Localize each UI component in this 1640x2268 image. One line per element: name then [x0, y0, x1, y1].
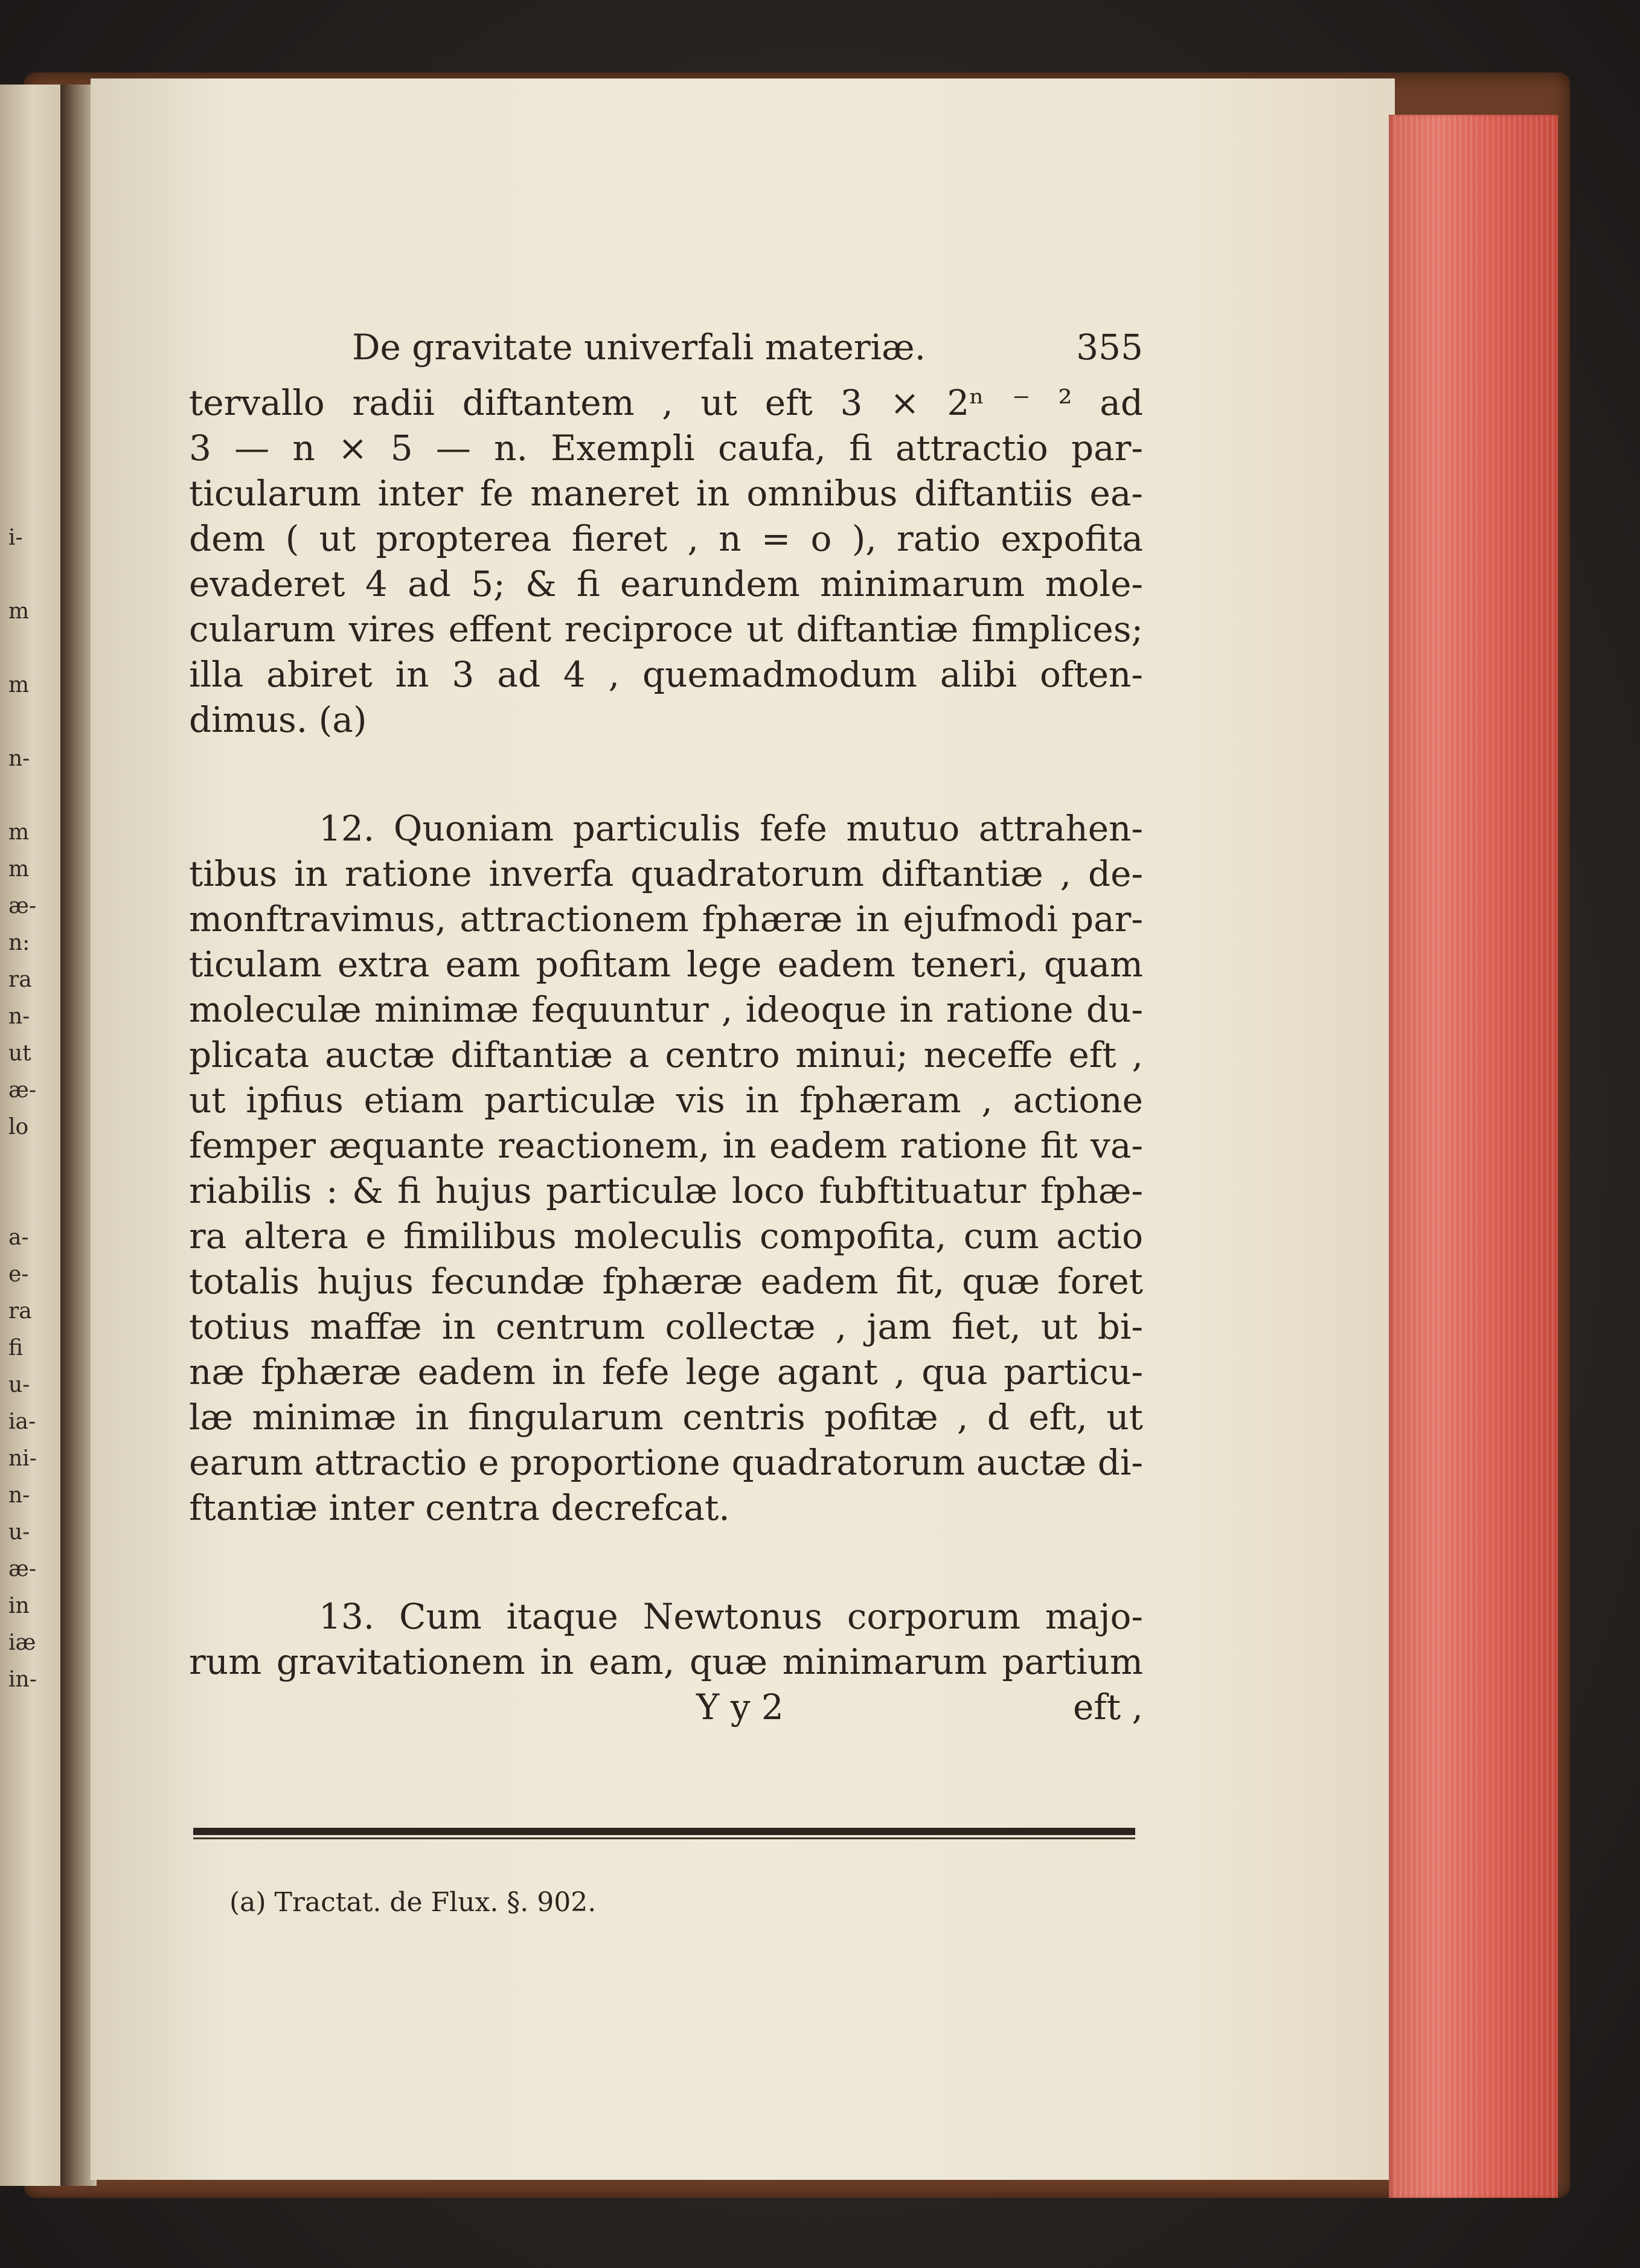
verso-fragment [0, 556, 60, 593]
verso-text-fragments [0, 519, 60, 1698]
verso-fragment: lo [8, 1115, 29, 1139]
text-line: evaderet 4 ad 5; & fi earundem minimarum mole- [189, 563, 1143, 604]
verso-fragment [0, 703, 60, 740]
text-line: ftantiæ inter centra decrefcat. [189, 1487, 730, 1528]
verso-fragment: n- [8, 1483, 30, 1508]
signature-mark: Y y 2 [696, 1687, 784, 1728]
paragraph-continued [189, 380, 1143, 743]
verso-fragment: æ- [8, 1078, 37, 1103]
verso-fragment [0, 630, 60, 667]
text-line: plicata auctæ diftantiæ a centro minui; neceffe eft , [189, 1034, 1143, 1075]
verso-fragment: m [8, 673, 30, 697]
red-sprinkled-fore-edge [1389, 115, 1558, 2198]
verso-fragment: æ- [8, 1557, 37, 1581]
verso-page-edge [0, 85, 66, 2186]
text-line: dem ( ut propterea fieret , n = o ), ratio expofita [189, 518, 1143, 559]
verso-fragment: n: [8, 931, 30, 955]
text-line: illa abiret in 3 ad 4 , quemadmodum alibi often- [189, 654, 1143, 695]
verso-fragment: in- [8, 1667, 37, 1692]
running-head [189, 314, 1143, 380]
text-line: ticularum inter fe maneret in omnibus diftantiis ea- [189, 473, 1143, 514]
text-line: moleculæ minimæ fequuntur , ideoque in ratione du- [189, 989, 1143, 1030]
verso-fragment: iæ [8, 1630, 36, 1655]
verso-fragment: ut [8, 1041, 31, 1066]
paragraph-12 [189, 806, 1143, 1531]
running-title: De gravitate univerfali materiæ. [352, 327, 926, 368]
paragraph-13 [189, 1594, 1143, 1685]
verso-fragment [0, 1182, 60, 1219]
text-line: monftravimus, attractionem fphæræ in ejufmodi par- [189, 899, 1143, 940]
verso-fragment: m [8, 599, 30, 624]
verso-fragment: i- [8, 525, 23, 550]
verso-fragment [0, 1145, 60, 1182]
text-line: totalis hujus fecundæ fphæræ eadem fit, quæ foret [189, 1261, 1143, 1302]
verso-fragment: ni- [8, 1446, 37, 1471]
catch-line [189, 1685, 1143, 1730]
verso-fragment: ra [8, 1299, 32, 1324]
text-line: tibus in ratione inverfa quadratorum diftantiæ , de- [189, 853, 1143, 894]
text-line: 13. Cum itaque Newtonus corporum majo- [319, 1596, 1143, 1637]
page-number: 355 [1076, 327, 1143, 368]
verso-fragment: e- [8, 1262, 29, 1287]
text-line: læ minimæ in fingularum centris pofitæ , d eft, ut [189, 1397, 1143, 1438]
verso-fragment: ia- [8, 1409, 36, 1434]
catchword: eft , [1073, 1687, 1143, 1728]
text-line: tervallo radii diftantem , ut eft 3 × 2ⁿ ⁻ ² ad [189, 382, 1143, 423]
footnote-rule-thin [193, 1837, 1135, 1839]
text-line: totius maffæ in centrum collectæ , jam fiet, ut bi- [189, 1306, 1143, 1347]
text-line: riabilis : & fi hujus particulæ loco fubftituatur fphæ- [189, 1170, 1143, 1211]
text-line: næ fphæræ eadem in fefe lege agant , qua particu- [189, 1351, 1143, 1392]
text-line: ticulam extra eam pofitam lege eadem teneri, quam [189, 944, 1143, 985]
footnote: (a) Tractat. de Flux. §. 902. [229, 1887, 597, 1918]
paragraph-gap [189, 743, 1143, 806]
verso-fragment: m [8, 857, 30, 882]
verso-fragment: u- [8, 1520, 30, 1545]
text-line: rum gravitationem in eam, quæ minimarum partium [189, 1641, 1143, 1682]
text-line: dimus. (a) [189, 699, 367, 740]
verso-fragment: n- [8, 746, 30, 771]
verso-fragment: æ- [8, 894, 37, 918]
text-line: ut ipfius etiam particulæ vis in fphæram , actione [189, 1080, 1143, 1121]
text-line: 3 — n × 5 — n. Exempli caufa, fi attractio par- [189, 428, 1143, 469]
text-line: femper æquante reactionem, in eadem ratione fit va- [189, 1125, 1143, 1166]
verso-fragment: u- [8, 1373, 30, 1397]
verso-fragment: a- [8, 1225, 29, 1250]
paragraph-gap [189, 1531, 1143, 1594]
text-line: 12. Quoniam particulis fefe mutuo attrahen- [319, 808, 1143, 849]
verso-fragment: n- [8, 1004, 30, 1029]
verso-fragment: fi [8, 1336, 24, 1360]
text-line: earum attractio e proportione quadratorum auctæ di- [189, 1442, 1143, 1483]
verso-fragment: ra [8, 967, 32, 992]
verso-fragment [0, 777, 60, 814]
text-line: cularum vires effent reciproce ut diftantiæ fimplices; [189, 609, 1143, 650]
page-text-block [189, 314, 1143, 1730]
verso-fragment: m [8, 820, 30, 845]
text-line: ra altera e fimilibus moleculis compofita, cum actio [189, 1216, 1143, 1257]
verso-fragment: in [8, 1594, 30, 1618]
footnote-rule [193, 1828, 1135, 1835]
